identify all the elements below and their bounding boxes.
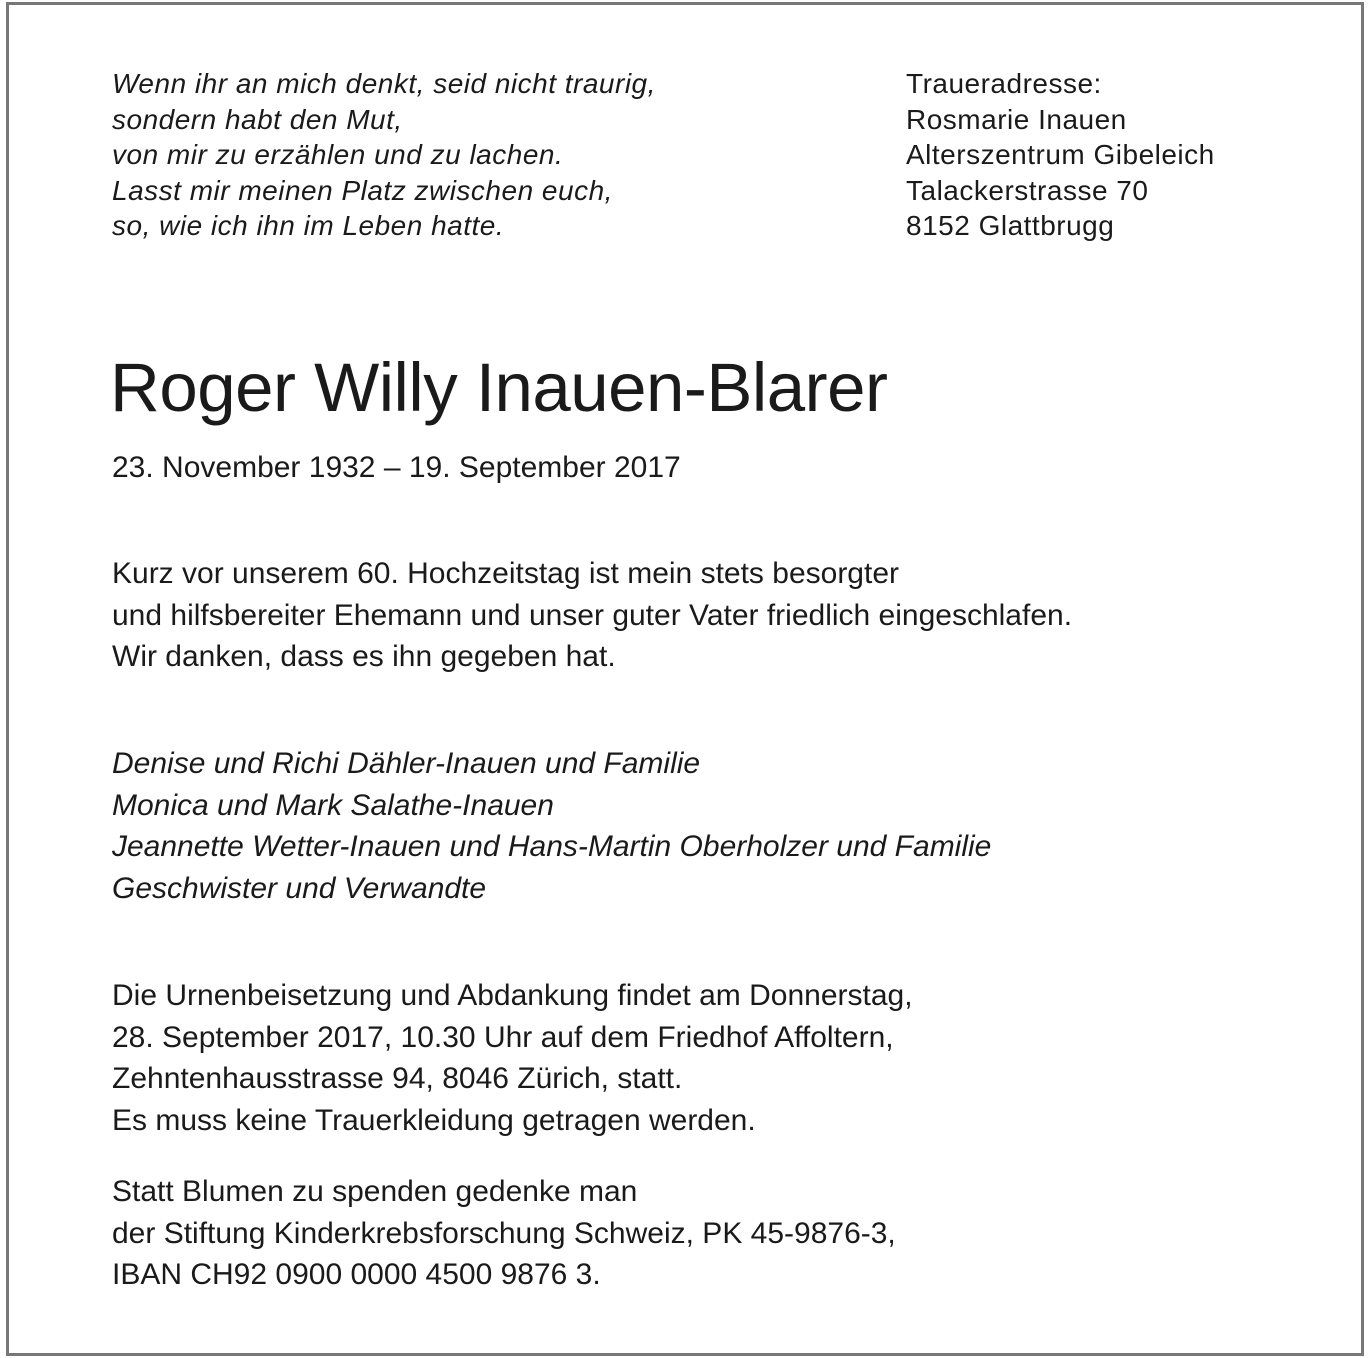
funeral-line: 28. September 2017, 10.30 Uhr auf dem Friedhof Affoltern, <box>112 1020 894 1054</box>
funeral-details <box>112 975 913 1141</box>
poem-line: Wenn ihr an mich denkt, seid nicht traurig, <box>112 68 656 99</box>
farewell-message <box>112 553 1072 678</box>
message-line: Wir danken, dass es ihn gegeben hat. <box>112 640 616 673</box>
memorial-poem <box>112 66 656 244</box>
life-dates: 23. November 1932 – 19. September 2017 <box>112 451 681 484</box>
funeral-line: Zehntenhausstrasse 94, 8046 Zürich, statt. <box>112 1062 683 1095</box>
donation-line: der Stiftung Kinderkrebsforschung Schweiz, PK 45-9876-3, <box>112 1216 896 1250</box>
address-heading: Traueradresse: <box>906 68 1102 99</box>
poem-line: von mir zu erzählen und zu lachen. <box>112 139 564 170</box>
address-line: Alterszentrum Gibeleich <box>906 139 1215 170</box>
address-line: Rosmarie Inauen <box>906 103 1127 135</box>
message-line: Kurz vor unserem 60. Hochzeitstag ist mein stets besorgter <box>112 557 900 590</box>
address-line: Talackerstrasse 70 <box>906 174 1149 206</box>
poem-line: Lasst mir meinen Platz zwischen euch, <box>112 174 613 206</box>
donation-request <box>112 1171 896 1296</box>
family-line: Denise und Richi Dähler-Inauen und Familie <box>112 747 701 780</box>
donation-line: Statt Blumen zu spenden gedenke man <box>112 1175 638 1208</box>
message-line: und hilfsbereiter Ehemann und unser guter Vater friedlich eingeschlafen. <box>112 598 1073 632</box>
address-line: 8152 Glattbrugg <box>906 210 1115 241</box>
funeral-line: Es muss keine Trauerkleidung getragen werden. <box>112 1103 756 1137</box>
mourning-address <box>906 66 1215 244</box>
donation-line: IBAN CH92 0900 0000 4500 9876 3. <box>112 1258 601 1291</box>
family-line: Jeannette Wetter-Inauen und Hans-Martin Oberholzer und Familie <box>112 830 992 863</box>
poem-line: sondern habt den Mut, <box>112 103 403 135</box>
mourning-family-list <box>112 743 991 909</box>
family-line: Monica und Mark Salathe-Inauen <box>112 788 554 822</box>
poem-line: so, wie ich ihn im Leben hatte. <box>112 210 505 241</box>
family-line: Geschwister und Verwandte <box>112 871 487 905</box>
funeral-line: Die Urnenbeisetzung und Abdankung findet am Donnerstag, <box>112 979 913 1012</box>
deceased-name: Roger Willy Inauen-Blarer <box>110 349 888 426</box>
